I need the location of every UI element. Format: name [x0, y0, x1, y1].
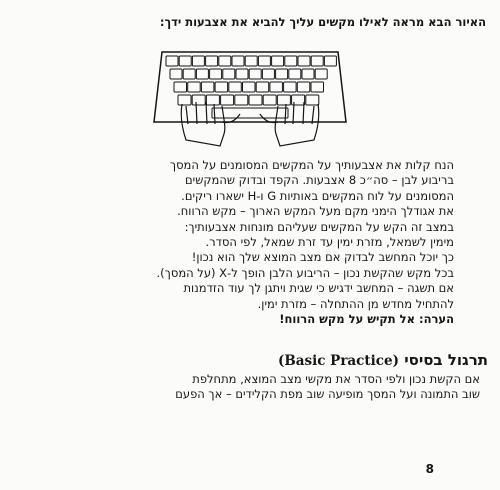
key-icon — [174, 82, 187, 92]
practice-paragraph — [20, 372, 480, 403]
instruction-line: להתחיל מחדש מן ההתחלה – מזרת ימין. — [257, 296, 454, 311]
instruction-line: הנח קלות את אצבעותיך על המקשים המסומנים על המסך — [169, 158, 454, 172]
key-icon — [302, 69, 314, 79]
key-icon — [170, 69, 182, 79]
left-hand-icon — [181, 102, 240, 146]
key-icon — [306, 95, 319, 105]
instruction-line: בכל מקש שהקשת נכון – הריבוע הלבן הופך ל-X (על המסך). — [156, 265, 454, 280]
instructions-paragraph — [30, 158, 454, 327]
key-icon — [206, 56, 218, 66]
instruction-line: המסומנים על לוח המקשים באותיות G ו-H ישארו ריקים. — [181, 188, 454, 203]
key-icon — [221, 95, 234, 105]
key-icon — [324, 56, 336, 66]
practice-line: אם הקשת נכון ולפי הסדר את מקשי מצב המוצא, מתחלפת — [192, 372, 480, 386]
keyboard-hands-illustration — [150, 44, 350, 154]
right-hand-icon — [260, 102, 319, 146]
key-icon — [178, 95, 191, 105]
key-icon — [298, 56, 310, 66]
key-icon — [235, 95, 248, 105]
instruction-line: אם תשגה – המחשב ידגיש כי שגית ויתגן לך עוד הזדמנות — [183, 281, 454, 296]
key-icon — [297, 82, 310, 92]
instruction-line: כך יוכל המחשב לבדוק אם מצב המוצא שלך הוא נכון! — [191, 250, 454, 265]
instruction-line: במצב זה הקש על המקשים שעליהם מונחות אצבעותיך: — [184, 219, 454, 234]
key-icon — [285, 56, 297, 66]
key-icon — [229, 82, 242, 92]
key-icon — [206, 95, 219, 105]
intro-text: האיור הבא מראה לאילו מקשים עליך להביא את אצבעות ידך: — [159, 15, 486, 29]
key-icon — [215, 82, 228, 92]
key-icon — [272, 56, 284, 66]
instruction-line: בריבוע לבן – סה״כ 8 אצבעות. הקפד ובדוק שהמקשים — [185, 173, 454, 188]
key-icon — [258, 56, 270, 66]
key-icon — [311, 82, 324, 92]
key-icon — [249, 95, 262, 105]
key-icon — [236, 69, 248, 79]
instruction-line: את אגודלך הימני מקם מעל המקש הארוך – מקש הרווח. — [177, 204, 454, 219]
key-icon — [232, 56, 244, 66]
key-icon — [219, 56, 231, 66]
key-icon — [192, 56, 204, 66]
heading-english: (Basic Practice) — [277, 353, 399, 369]
key-icon — [311, 56, 323, 66]
heading-hebrew: תרגול בסיסי — [404, 351, 488, 369]
key-icon — [210, 69, 222, 79]
key-icon — [166, 56, 178, 66]
page-number: 8 — [425, 462, 434, 476]
practice-line: שוב התמונה ועל המסך מופיעה שוב מפת הקלידים – אך הפעם — [175, 387, 480, 402]
key-icon — [289, 69, 301, 79]
key-icon — [245, 56, 257, 66]
key-icon — [201, 82, 214, 92]
key-icon — [263, 95, 276, 105]
key-icon — [262, 69, 274, 79]
note-line: הערה: אל תקיש על מקש הרווח! — [279, 312, 454, 327]
key-icon — [276, 69, 288, 79]
key-icon — [192, 95, 205, 105]
key-icon — [188, 82, 201, 92]
key-icon — [179, 56, 191, 66]
key-icon — [256, 82, 269, 92]
key-icon — [315, 69, 327, 79]
key-icon — [284, 82, 297, 92]
key-icon — [277, 95, 290, 105]
instruction-line: מימין לשמאל, מזרת ימין עד זרת שמאל, לפי הסדר. — [205, 235, 454, 250]
key-icon — [196, 69, 208, 79]
key-icon — [223, 69, 235, 79]
keyboard-icon — [150, 44, 350, 154]
key-icon — [270, 82, 283, 92]
section-heading — [20, 350, 488, 371]
key-icon — [249, 69, 261, 79]
key-icon — [183, 69, 195, 79]
key-icon — [243, 82, 256, 92]
